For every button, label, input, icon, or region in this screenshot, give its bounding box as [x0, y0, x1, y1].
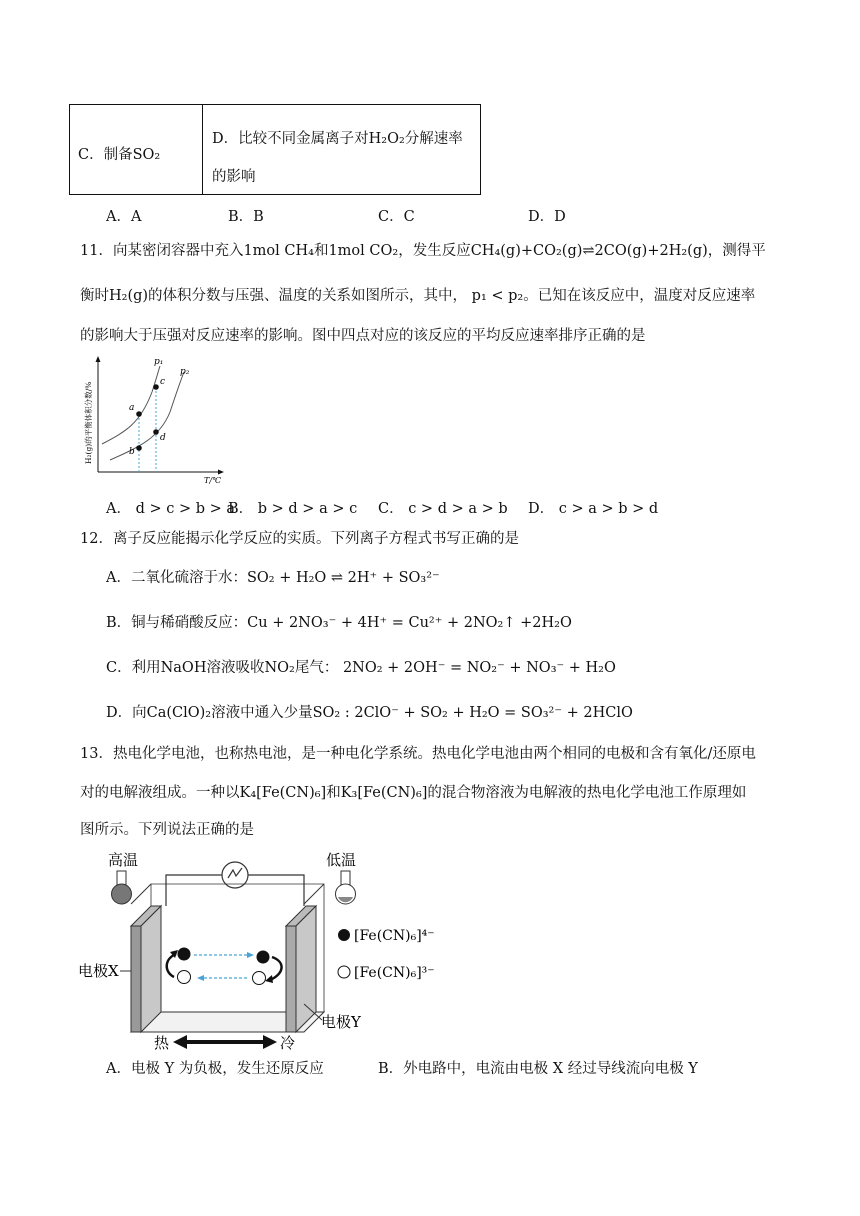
label-electrode-y: 电极Y [321, 1013, 361, 1031]
table-cell-d-line2: 的影响 [212, 169, 256, 185]
high-temp-flask-icon [112, 871, 132, 904]
curve-label-p2: p₂ [180, 367, 190, 377]
label-electrode-x: 电极X [78, 962, 119, 980]
q13-option-a: A．电极 Y 为负极，发生还原反应 [106, 1061, 324, 1077]
options-table [69, 104, 481, 195]
q12-option-d: D．向Ca(ClO)₂溶液中通入少量SO₂ : 2ClO⁻ + SO₂ + H₂O = SO₃²⁻ + 2HClO [106, 705, 633, 721]
legend-fe4-marker [338, 929, 350, 941]
q13-line1: 13．热电化学电池，也称热电池，是一种电化学系统。热电化学电池由两个相同的电极和含有氧化/还原电 [80, 746, 756, 762]
graph-label-b: b [129, 447, 135, 457]
q13-option-b: B．外电路中，电流由电极 X 经过导线流向电极 Y [378, 1061, 698, 1077]
table-cell-d-line1: D．比较不同金属离子对H₂O₂分解速率 [212, 131, 463, 147]
double-arrow-icon [173, 1035, 277, 1049]
particle-fe4-left [178, 948, 191, 961]
graph-label-a: a [129, 403, 135, 413]
graph-label-d: d [160, 433, 166, 443]
q11-line2: 衡时H₂(g)的体积分数与压强、温度的关系如图所示，其中， p₁ < p₂。已知在该反应中，温度对反应速率 [80, 288, 756, 304]
q10-option-b: B．B [228, 209, 264, 225]
q12-stem: 12．离子反应能揭示化学反应的实质。下列离子方程式书写正确的是 [80, 531, 519, 547]
label-cold: 冷 [280, 1034, 296, 1052]
q12-option-c: C．利用NaOH溶液吸收NO₂尾气： 2NO₂ + 2OH⁻ = NO₂⁻ + NO₃⁻ + H₂O [106, 660, 616, 676]
graph-ylabel: H₂(g)的平衡体积分数/% [84, 381, 93, 464]
particle-fe3-right [253, 972, 266, 985]
q11-graph [70, 352, 230, 487]
electrode-x [131, 906, 161, 1032]
q11-option-d: D． c > a > b > d [528, 501, 659, 517]
graph-xlabel: T/℃ [204, 476, 221, 485]
q11-option-a: A． d > c > b > a [106, 501, 236, 517]
particle-fe3-left [178, 971, 191, 984]
label-high-temp: 高温 [108, 851, 139, 869]
q12-option-a: A．二氧化硫溶于水：SO₂ + H₂O ⇌ 2H⁺ + SO₃²⁻ [106, 570, 440, 586]
q11-line3: 的影响大于压强对反应速率的影响。图中四点对应的该反应的平均反应速率排序正确的是 [80, 328, 646, 344]
particle-fe4-right [257, 951, 270, 964]
q11-option-c: C． c > d > a > b [378, 501, 508, 517]
electrode-y [286, 906, 316, 1032]
q13-line3: 图所示。下列说法正确的是 [80, 822, 254, 838]
q13-diagram [76, 844, 456, 1054]
table-cell-c: C．制备SO₂ [78, 147, 161, 163]
q10-option-d: D．D [528, 209, 566, 225]
q13-line2: 对的电解液组成。一种以K₄[Fe(CN)₆]和K₃[Fe(CN)₆]的混合物溶液为电解液的热电化学电池工作原理如 [80, 785, 747, 801]
label-low-temp: 低温 [326, 851, 357, 869]
legend-fe3-marker [338, 966, 350, 978]
table-divider [202, 105, 203, 194]
legend-fe3: [Fe(CN)₆]³⁻ [354, 965, 435, 981]
q10-option-c: C．C [378, 209, 415, 225]
q12-option-b: B．铜与稀硝酸反应：Cu + 2NO₃⁻ + 4H⁺ = Cu²⁺ + 2NO₂↑ +2H₂O [106, 615, 572, 631]
q10-option-a: A．A [106, 209, 142, 225]
curve-label-p1: p₁ [154, 357, 164, 367]
q11-option-b: B． b > d > a > c [228, 501, 358, 517]
legend-fe4: [Fe(CN)₆]⁴⁻ [354, 928, 435, 944]
graph-label-c: c [160, 377, 166, 387]
label-hot: 热 [154, 1034, 170, 1052]
q11-line1: 11．向某密闭容器中充入1mol CH₄和1mol CO₂，发生反应CH₄(g)+CO₂(g)⇌2CO(g)+2H₂(g)，测得平 [80, 243, 766, 259]
low-temp-flask-icon [336, 871, 356, 904]
